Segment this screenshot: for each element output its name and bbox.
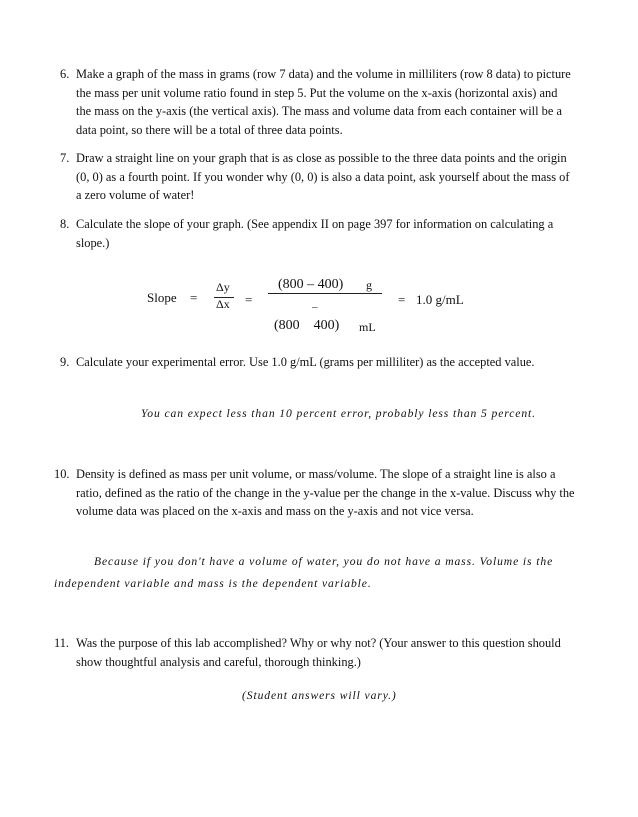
- denominator-unit: mL: [359, 320, 376, 334]
- answer-q10-line2: independent variable and mass is the dependent variable.: [54, 577, 372, 590]
- question-text: Make a graph of the mass in grams (row 7 data) and the volume in milliliters (row 8 data) to picture the mass per unit volume ratio found in step 5. Put the volume on the x-axis (horizontal axis) and the mass on the y-axis (the vertical axis). The mass and volume data from each container will be a data point, so there will be a total of three data points.: [76, 67, 571, 137]
- fraction-dash: –: [312, 301, 318, 313]
- question-11: [54, 634, 575, 671]
- question-7: [60, 149, 575, 205]
- question-text: Draw a straight line on your graph that is as close as possible to the three data points and the origin (0, 0) as a fourth point. If you wonder why (0, 0) is also a data point, ask yourself about the mass of a zero volume of water!: [76, 151, 570, 203]
- question-text: Calculate the slope of your graph. (See appendix II on page 397 for information on calculating a slope.): [76, 217, 554, 250]
- equals-sign: =: [190, 290, 198, 305]
- numerator: (800 – 400): [278, 277, 344, 292]
- question-text: Calculate your experimental error. Use 1.0 g/mL (grams per milliliter) as the accepted value.: [76, 355, 535, 369]
- equals-sign: =: [245, 292, 253, 307]
- question-number: 11.: [54, 636, 70, 650]
- question-text: Was the purpose of this lab accomplished? Why or why not? (Your answer to this question should show thoughtful analysis and careful, thorough thinking.): [76, 636, 561, 669]
- question-6: [60, 65, 575, 139]
- delta-x: Δx: [216, 297, 230, 311]
- question-number: 6.: [60, 67, 70, 81]
- question-number: 10.: [54, 467, 70, 481]
- question-text: Density is defined as mass per unit volume, or mass/volume. The slope of a straight line is also a ratio, defined as the ratio of the change in the y-value per the change in the x-value. Discuss why the volume data was placed on the x-axis and mass on the y-axis and not vice versa.: [76, 467, 575, 519]
- question-number: 7.: [60, 151, 70, 165]
- question-8: [60, 215, 575, 252]
- equals-sign: =: [398, 292, 406, 307]
- question-number: 9.: [60, 355, 70, 369]
- question-9: [60, 353, 575, 372]
- question-number: 8.: [60, 217, 70, 231]
- answer-q10-line1: Because if you don't have a volume of water, you do not have a mass. Volume is the: [94, 555, 554, 568]
- answer-q11: (Student answers will vary.): [242, 689, 397, 702]
- denominator: (800 400): [274, 318, 340, 333]
- delta-y: Δy: [216, 280, 230, 294]
- fraction-bar: [268, 293, 382, 294]
- slope-result: 1.0 g/mL: [416, 292, 464, 307]
- answer-q9: You can expect less than 10 percent error, probably less than 5 percent.: [141, 407, 536, 420]
- question-10: [54, 465, 575, 521]
- numerator-unit: g: [366, 278, 372, 292]
- slope-label: Slope: [147, 290, 177, 305]
